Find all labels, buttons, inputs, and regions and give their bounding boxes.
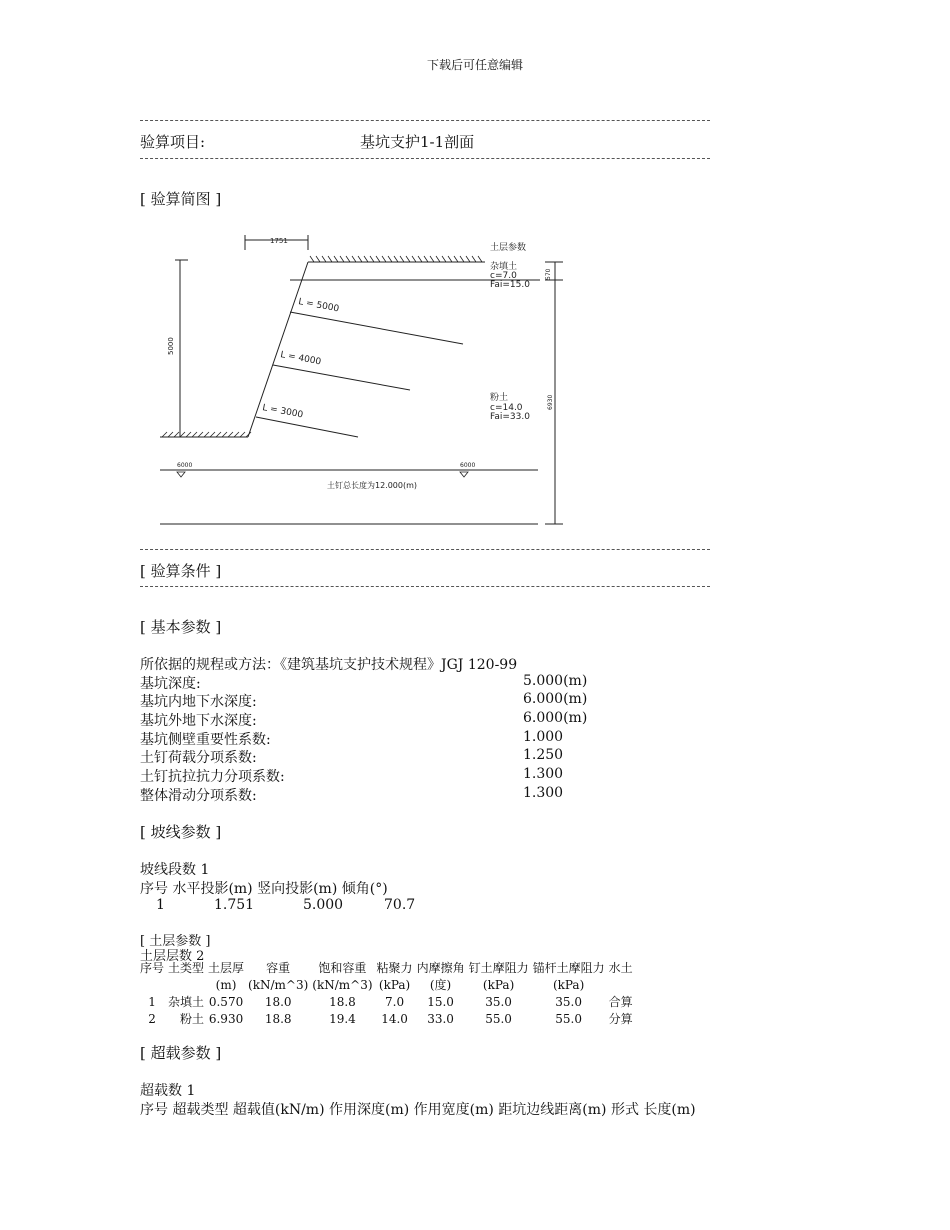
- table-unit-cell: [138, 977, 166, 994]
- table-cell: 35.0: [485, 995, 512, 1009]
- hatch-mark: [412, 256, 416, 262]
- table-unit-cell: (m): [215, 978, 237, 992]
- section-surcharge-title: [ 超载参数 ]: [140, 1044, 222, 1062]
- table-cell: 19.4: [329, 1012, 356, 1026]
- table-units-row: [138, 977, 635, 994]
- hatch-mark: [216, 432, 221, 437]
- hatch-mark: [436, 256, 440, 262]
- param-value: 1.300: [523, 785, 564, 801]
- param-label: 土钉荷载分项系数:: [140, 750, 257, 766]
- table-cell: 6.930: [208, 1012, 244, 1026]
- hatch-mark: [180, 432, 185, 437]
- water-marker-left: [177, 472, 185, 477]
- hatch-mark: [430, 256, 434, 262]
- hatch-mark: [352, 256, 356, 262]
- water-right-label: 6000: [460, 462, 476, 469]
- nail-label-2: L = 4000: [279, 350, 322, 368]
- hatch-mark: [388, 256, 392, 262]
- table-header-cell: 容重: [266, 961, 291, 975]
- layer1-c: c=7.0: [490, 271, 517, 281]
- hatch-mark: [406, 256, 410, 262]
- hatch-mark: [418, 256, 422, 262]
- param-value: 5.000(m): [523, 673, 588, 689]
- hatch-mark: [340, 256, 344, 262]
- param-value: 1.000: [523, 729, 564, 745]
- layer2-c: c=14.0: [490, 403, 523, 413]
- hatch-mark: [186, 432, 191, 437]
- table-unit-cell: (kPa): [552, 978, 585, 992]
- divider: [140, 120, 710, 121]
- hatch-mark: [466, 256, 470, 262]
- slope-no: 1: [156, 897, 165, 913]
- table-cell: 55.0: [485, 1012, 512, 1026]
- layer1-thickness: 570: [545, 268, 552, 280]
- hatch-mark: [382, 256, 386, 262]
- surcharge-hatch: [310, 256, 482, 262]
- table-cell: 35.0: [555, 995, 582, 1009]
- table-cell: 7.0: [385, 995, 405, 1009]
- table-cell: 0.570: [208, 995, 244, 1009]
- table-unit-cell: (kPa): [378, 978, 411, 992]
- water-left-label: 6000: [177, 462, 193, 469]
- hatch-mark: [424, 256, 428, 262]
- table-row: [138, 1011, 635, 1028]
- table-cell: 18.8: [264, 1012, 292, 1026]
- hatch-mark: [174, 432, 179, 437]
- project-label: 验算项目:: [140, 133, 206, 151]
- section-diagram: [0, 222, 950, 552]
- param-value: 1.250: [523, 747, 564, 763]
- param-value: 1.300: [523, 766, 564, 782]
- table-cell: 55.0: [555, 1012, 582, 1026]
- surcharge-header: 序号 超载类型 超载值(kN/m) 作用深度(m) 作用宽度(m) 距坑边线距离(m) 形式 长度(m): [140, 1102, 696, 1118]
- hatch-mark: [198, 432, 203, 437]
- hatch-mark: [472, 256, 476, 262]
- table-header-cell: 钉土摩阻力: [468, 961, 529, 975]
- layer1-name: 杂填土: [490, 262, 518, 272]
- layer2-phi: Fai=33.0: [490, 412, 530, 422]
- table-unit-cell: (度): [429, 978, 452, 992]
- table-unit-cell: (kN/m^3): [312, 978, 373, 992]
- slope-header: 序号 水平投影(m) 竖向投影(m) 倾角(°): [140, 881, 388, 897]
- section-conditions-title: [ 验算条件 ]: [140, 562, 222, 580]
- param-value: 6.000(m): [523, 710, 588, 726]
- table-cell: 18.8: [329, 995, 356, 1009]
- table-header-cell: 饱和容重: [318, 961, 367, 975]
- table-cell: 杂填土: [168, 995, 205, 1009]
- layer2-name: 粉土: [490, 393, 509, 403]
- table-cell: 14.0: [381, 1012, 408, 1026]
- hatch-mark: [234, 432, 239, 437]
- slope-angle: 70.7: [384, 897, 416, 913]
- table-cell: 合算: [608, 995, 633, 1009]
- table-cell: 1: [148, 995, 156, 1009]
- table-cell: 18.0: [264, 995, 292, 1009]
- hatch-mark: [364, 256, 368, 262]
- table-header-cell: 土类型: [168, 961, 205, 975]
- table-header-cell: 水土: [608, 961, 633, 975]
- param-label: 土钉抗拉抗力分项系数:: [140, 769, 285, 785]
- top-width-label: 1751: [270, 237, 288, 245]
- divider: [140, 158, 710, 159]
- table-unit-cell: (kN/m^3): [248, 978, 309, 992]
- page-header: 下载后可任意编辑: [426, 58, 523, 72]
- table-cell: 15.0: [427, 995, 454, 1009]
- bottom-caption: 土钉总长度为12.000(m): [327, 481, 418, 490]
- hatch-mark: [328, 256, 332, 262]
- method-text: 所依据的规程或方法：《建筑基坑支护技术规程》JGJ 120-99: [140, 657, 518, 673]
- table-cell: 粉土: [180, 1012, 205, 1026]
- hatch-mark: [442, 256, 446, 262]
- table-unit-cell: [166, 977, 206, 994]
- table-cell: 分算: [608, 1012, 633, 1026]
- section-diagram-title: [ 验算简图 ]: [140, 190, 222, 208]
- depth-label: 5000: [167, 337, 175, 355]
- table-cell: 2: [148, 1012, 156, 1026]
- table-header-row: [138, 960, 635, 977]
- section-basic-title: [ 基本参数 ]: [140, 618, 222, 636]
- hatch-mark: [460, 256, 464, 262]
- table-header-cell: 锚杆土摩阻力: [532, 961, 605, 975]
- param-label: 基坑内地下水深度:: [140, 694, 257, 710]
- nail-line-2: [273, 365, 410, 390]
- layer1-phi: Fai=15.0: [490, 280, 530, 290]
- divider: [140, 586, 710, 587]
- nail-line-3: [256, 417, 358, 437]
- table-unit-cell: [607, 977, 635, 994]
- water-marker-right: [460, 472, 468, 477]
- hatch-mark: [310, 256, 314, 262]
- slope-count: 坡线段数 1: [140, 862, 210, 878]
- table-header-cell: 内摩擦角: [416, 961, 465, 975]
- divider: [140, 549, 710, 550]
- hatch-mark: [454, 256, 458, 262]
- hatch-mark: [358, 256, 362, 262]
- hatch-mark: [400, 256, 404, 262]
- param-value: 6.000(m): [523, 691, 588, 707]
- hatch-mark: [228, 432, 233, 437]
- hatch-mark: [370, 256, 374, 262]
- hatch-mark: [210, 432, 215, 437]
- table-unit-cell: (kPa): [482, 978, 515, 992]
- param-label: 整体滑动分项系数:: [140, 788, 257, 804]
- table-row: [138, 994, 635, 1011]
- soil-table: [138, 960, 635, 1028]
- hatch-mark: [334, 256, 338, 262]
- param-label: 基坑深度:: [140, 676, 201, 692]
- hatch-mark: [204, 432, 209, 437]
- nail-label-3: L = 3000: [261, 403, 304, 421]
- hatch-mark: [448, 256, 452, 262]
- hatch-mark: [394, 256, 398, 262]
- hatch-mark: [316, 256, 320, 262]
- hatch-mark: [376, 256, 380, 262]
- hatch-mark: [346, 256, 350, 262]
- soil-params-title: 土层参数: [490, 243, 527, 253]
- ground-hatch: [162, 432, 251, 437]
- slope-v: 5.000: [303, 897, 344, 913]
- hatch-mark: [322, 256, 326, 262]
- hatch-mark: [162, 432, 167, 437]
- layer2-thickness: 6930: [547, 394, 554, 410]
- project-value: 基坑支护1-1剖面: [360, 133, 475, 151]
- slope-h: 1.751: [214, 897, 255, 913]
- section-soil-title: [ 土层参数 ]: [140, 934, 211, 949]
- table-header-cell: 序号: [140, 961, 165, 975]
- hatch-mark: [222, 432, 227, 437]
- hatch-mark: [478, 256, 482, 262]
- table-header-cell: 粘聚力: [376, 961, 413, 975]
- param-label: 基坑外地下水深度:: [140, 713, 257, 729]
- section-slope-title: [ 坡线参数 ]: [140, 823, 222, 841]
- soil-count: 土层层数 2: [140, 949, 205, 964]
- hatch-mark: [192, 432, 197, 437]
- hatch-mark: [240, 432, 245, 437]
- table-header-cell: 土层厚: [208, 961, 245, 975]
- param-label: 基坑侧壁重要性系数:: [140, 732, 271, 748]
- hatch-mark: [168, 432, 173, 437]
- surcharge-count: 超载数 1: [140, 1083, 196, 1099]
- nail-line-1: [290, 312, 463, 344]
- table-cell: 33.0: [427, 1012, 454, 1026]
- nail-label-1: L = 5000: [297, 297, 340, 315]
